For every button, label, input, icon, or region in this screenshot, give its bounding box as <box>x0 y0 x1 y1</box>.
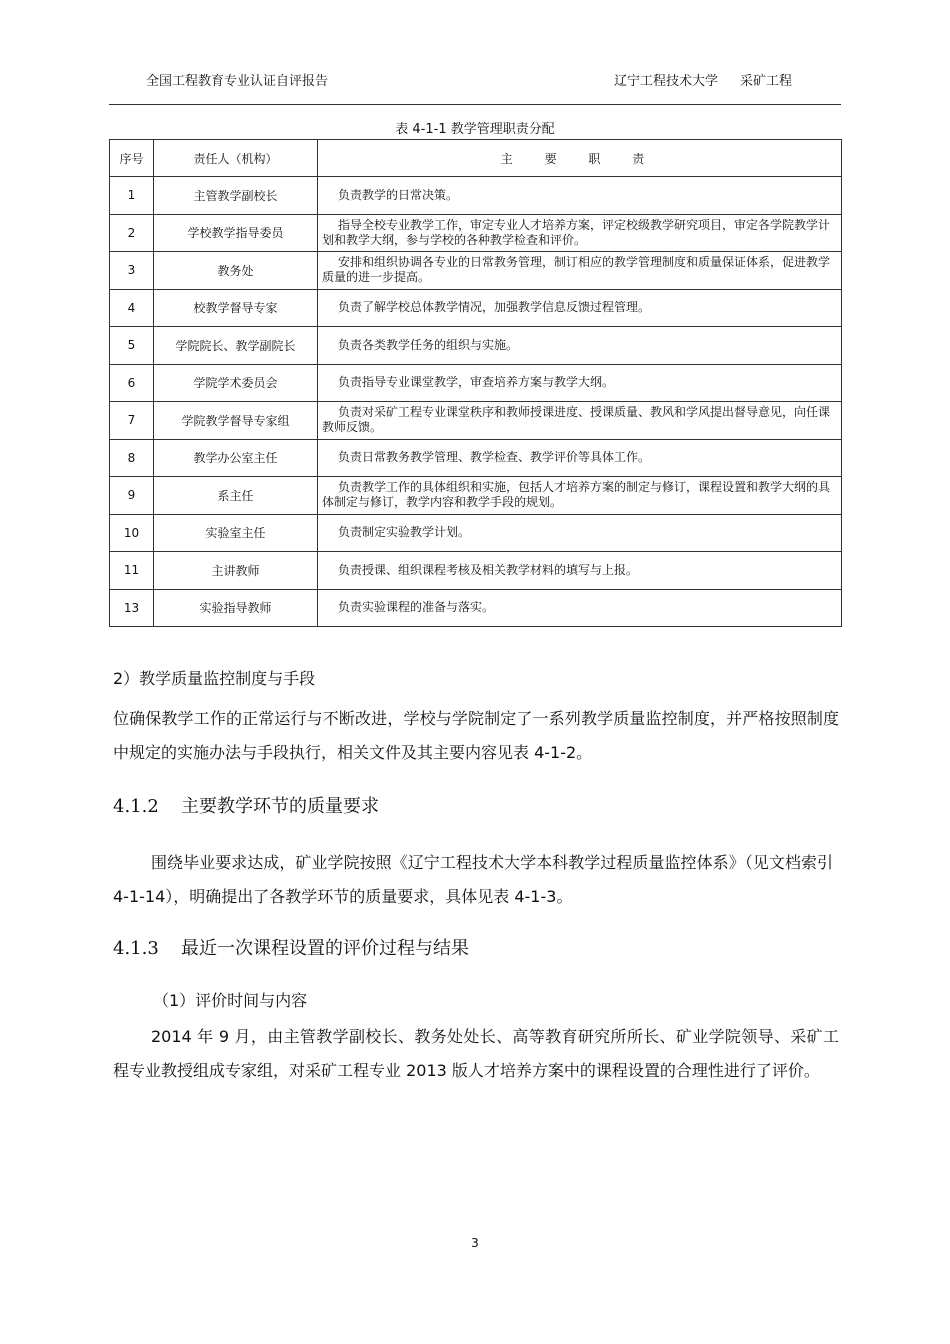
table-row <box>110 214 842 252</box>
paragraph-4-1-3-text: 2014 年 9 月，由主管教学副校长、教务处处长、高等教育研究所所长、矿业学院领导、采矿工程专业教授组成专家组，对采矿工程专业 2013 版人才培养方案中的课程设置的合理性进行了评价。 <box>113 1027 839 1080</box>
row-duty <box>318 364 842 402</box>
row-responsible: 学院教学督导专家组 <box>154 402 318 440</box>
table-row <box>110 552 842 590</box>
table-row <box>110 402 842 440</box>
row-responsible: 学院院长、教学副院长 <box>154 327 318 365</box>
section-2-title-text: 2）教学质量监控制度与手段 <box>113 669 316 688</box>
sub-heading-evaluation-text: （1）评价时间与内容 <box>153 991 308 1010</box>
row-responsible: 实验室主任 <box>154 514 318 552</box>
row-responsible: 系主任 <box>154 477 318 515</box>
duty-table <box>109 139 842 627</box>
paragraph-4-1-3 <box>113 1020 839 1088</box>
row-responsible: 校教学督导专家 <box>154 289 318 327</box>
heading-4-1-3 <box>113 934 469 960</box>
paragraph-4-1-2 <box>113 846 833 914</box>
table-header-row <box>110 140 842 177</box>
row-duty-text: 负责各类教学任务的组织与实施。 <box>338 337 519 352</box>
table-caption: 表 4-1-1 教学管理职责分配 <box>395 122 555 137</box>
row-number: 10 <box>110 514 154 552</box>
sub-heading-evaluation <box>153 991 307 1011</box>
table-row <box>110 289 842 327</box>
row-number: 5 <box>110 327 154 365</box>
running-header-school <box>614 70 814 89</box>
row-duty-text: 负责对采矿工程专业课堂秩序和教师授课进度、授课质量、教风和学风提出督导意见，向任课教师反馈。 <box>322 405 831 435</box>
paragraph-4-1-2-text: 围绕毕业要求达成，矿业学院按照《辽宁工程技术大学本科教学过程质量监控体系》（见文档索引 4-1-14），明确提出了各教学环节的质量要求，具体见表 4-1-3。 <box>113 853 833 906</box>
row-responsible: 教务处 <box>154 252 318 290</box>
row-duty <box>318 402 842 440</box>
row-number: 2 <box>110 214 154 252</box>
row-duty <box>318 552 842 590</box>
row-duty <box>318 477 842 515</box>
row-duty-text: 负责了解学校总体教学情况，加强教学信息反馈过程管理。 <box>338 300 651 315</box>
col-header-no: 序号 <box>110 140 154 177</box>
row-duty-text: 负责指导专业课堂教学，审查培养方案与教学大纲。 <box>338 375 615 390</box>
row-responsible: 教学办公室主任 <box>154 439 318 477</box>
heading-4-1-2 <box>113 792 379 818</box>
row-duty <box>318 214 842 252</box>
row-duty <box>318 514 842 552</box>
running-header-title: 全国工程教育专业认证自评报告 <box>146 74 329 89</box>
table-row <box>110 252 842 290</box>
table-row <box>110 514 842 552</box>
heading-4-1-2-number: 4.1.2 <box>113 796 159 817</box>
section-2-title <box>113 669 315 689</box>
header-school: 辽宁工程技术大学 <box>614 74 719 89</box>
row-number: 6 <box>110 364 154 402</box>
page-number: 3 <box>471 1236 479 1250</box>
row-responsible: 实验指导教师 <box>154 589 318 627</box>
row-duty <box>318 177 842 215</box>
row-responsible: 学校教学指导委员 <box>154 214 318 252</box>
row-duty-text: 负责制定实验教学计划。 <box>338 525 471 540</box>
row-duty <box>318 439 842 477</box>
heading-4-1-3-title: 最近一次课程设置的评价过程与结果 <box>181 938 469 959</box>
row-duty <box>318 327 842 365</box>
heading-4-1-2-title: 主要教学环节的质量要求 <box>181 796 379 817</box>
row-duty <box>318 252 842 290</box>
row-number: 3 <box>110 252 154 290</box>
heading-4-1-3-number: 4.1.3 <box>113 938 159 959</box>
col-header-who: 责任人（机构） <box>154 140 318 177</box>
row-duty <box>318 289 842 327</box>
row-duty-text: 负责日常教务教学管理、教学检查、教学评价等具体工作。 <box>338 450 651 465</box>
row-number: 9 <box>110 477 154 515</box>
row-duty-text: 负责授课、组织课程考核及相关教学材料的填写与上报。 <box>338 562 639 577</box>
table-row <box>110 589 842 627</box>
table-row <box>110 364 842 402</box>
table-row <box>110 177 842 215</box>
section-2-paragraph-text: 位确保教学工作的正常运行与不断改进，学校与学院制定了一系列教学质量监控制度，并严格按照制度中规定的实施办法与手段执行，相关文件及其主要内容见表 4-1-2。 <box>113 709 839 762</box>
header-rule <box>109 104 841 105</box>
row-duty-text: 负责实验课程的准备与落实。 <box>338 600 495 615</box>
row-duty-text: 安排和组织协调各专业的日常教务管理，制订相应的教学管理制度和质量保证体系，促进教学质量的进一步提高。 <box>322 255 831 285</box>
row-duty-text: 负责教学的日常决策。 <box>338 187 459 202</box>
row-number: 8 <box>110 439 154 477</box>
row-number: 1 <box>110 177 154 215</box>
row-number: 4 <box>110 289 154 327</box>
row-duty <box>318 589 842 627</box>
row-number: 11 <box>110 552 154 590</box>
header-major: 采矿工程 <box>740 74 793 89</box>
row-number: 13 <box>110 589 154 627</box>
row-responsible: 学院学术委员会 <box>154 364 318 402</box>
row-responsible: 主讲教师 <box>154 552 318 590</box>
row-responsible: 主管教学副校长 <box>154 177 318 215</box>
col-header-duty: 主 要 职 责 <box>318 140 842 177</box>
row-duty-text: 指导全校专业教学工作，审定专业人才培养方案，评定校级教学研究项目，审定各学院教学计划和教学大纲，参与学校的各种教学检查和评价。 <box>322 217 831 247</box>
row-number: 7 <box>110 402 154 440</box>
table-row <box>110 327 842 365</box>
table-row <box>110 439 842 477</box>
section-2-paragraph <box>113 702 839 770</box>
table-row <box>110 477 842 515</box>
row-duty-text: 负责教学工作的具体组织和实施，包括人才培养方案的制定与修订，课程设置和教学大纲的具体制定与修订，教学内容和教学手段的规划。 <box>322 480 831 510</box>
